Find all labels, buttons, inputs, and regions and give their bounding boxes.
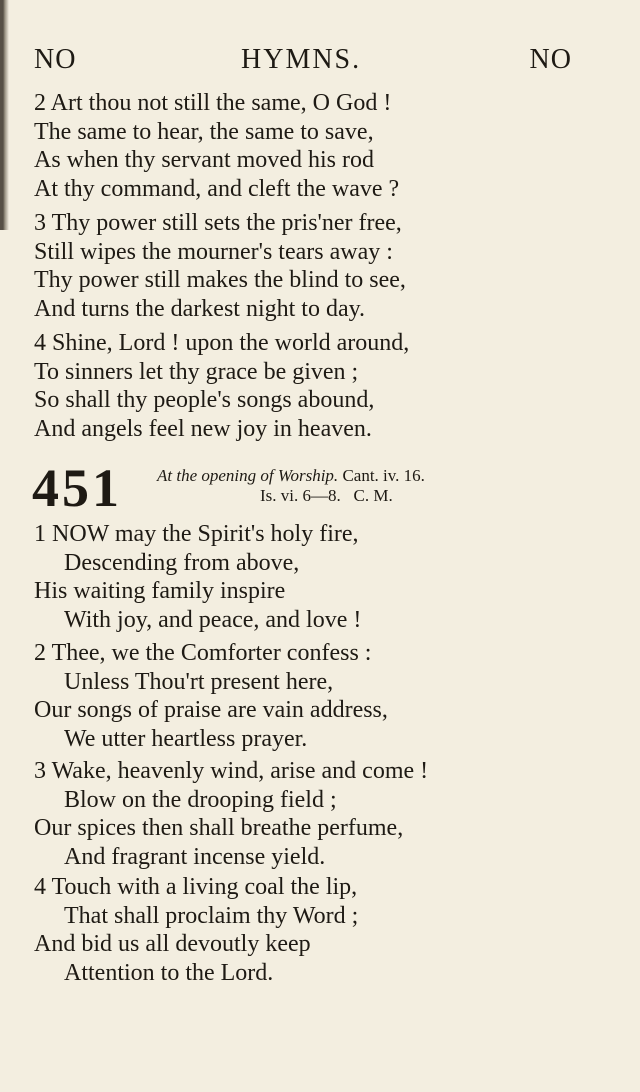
hymn-verse-2 <box>34 639 388 753</box>
page-header <box>34 44 572 84</box>
verse-line: 4 Shine, Lord ! upon the world around, <box>34 330 410 356</box>
verse-line: And turns the darkest night to day. <box>34 295 366 322</box>
header-right-label: NO <box>529 44 572 75</box>
scripture-reference: Is. vi. 6—8. <box>260 486 341 505</box>
verse-line: 2 Art thou not still the same, O God ! <box>34 90 392 116</box>
verse-line: The same to hear, the same to save, <box>34 118 374 145</box>
verse-line: Thy power still makes the blind to see, <box>34 267 406 293</box>
verse-line: 2 Thee, we the Comforter confess : <box>34 640 372 666</box>
prev-hymn-verse-2 <box>34 89 399 203</box>
verse-line: Attention to the Lord. <box>64 959 274 986</box>
verse-line: 4 Touch with a living coal the lip, <box>34 874 358 900</box>
verse-line: That shall proclaim thy Word ; <box>64 902 359 929</box>
page-binding-edge <box>0 0 9 230</box>
verse-line: His waiting family inspire <box>34 578 286 604</box>
hymn-verse-1 <box>34 520 361 634</box>
verse-line: 1 NOW may the Spirit's holy fire, <box>34 521 359 547</box>
hymn-verse-4 <box>34 873 358 987</box>
verse-line: Our songs of praise are vain address, <box>34 697 388 723</box>
hymn-meter: C. M. <box>353 486 393 505</box>
prev-hymn-verse-3 <box>34 209 406 323</box>
verse-line: And fragrant incense yield. <box>64 843 326 870</box>
verse-line: 3 Wake, heavenly wind, arise and come ! <box>34 758 429 784</box>
hymn-title: At the opening of Worship. <box>157 466 339 485</box>
hymn-verse-3 <box>34 757 428 871</box>
verse-line: At thy command, and cleft the wave ? <box>34 175 400 202</box>
prev-hymn-verse-4 <box>34 329 409 443</box>
verse-line: And angels feel new joy in heaven. <box>34 415 372 442</box>
verse-line: With joy, and peace, and love ! <box>64 606 362 633</box>
header-title: HYMNS. <box>241 44 362 75</box>
verse-line: 3 Thy power still sets the pris'ner free, <box>34 210 402 236</box>
hymn-heading <box>157 466 425 506</box>
verse-line: Blow on the drooping field ; <box>64 786 337 813</box>
hymn-number: 451 <box>32 458 122 518</box>
verse-line: So shall thy people's songs abound, <box>34 387 375 413</box>
header-left-label: NO <box>34 44 77 75</box>
verse-line: We utter heartless prayer. <box>64 725 308 752</box>
verse-line: To sinners let thy grace be given ; <box>34 358 359 385</box>
verse-line: Still wipes the mourner's tears away : <box>34 238 393 265</box>
verse-line: Descending from above, <box>64 549 300 576</box>
verse-line: Unless Thou'rt present here, <box>64 668 334 695</box>
verse-line: As when thy servant moved his rod <box>34 147 374 173</box>
verse-line: And bid us all devoutly keep <box>34 931 311 957</box>
verse-line: Our spices then shall breathe perfume, <box>34 815 404 841</box>
scripture-reference: Cant. iv. 16. <box>342 466 425 485</box>
